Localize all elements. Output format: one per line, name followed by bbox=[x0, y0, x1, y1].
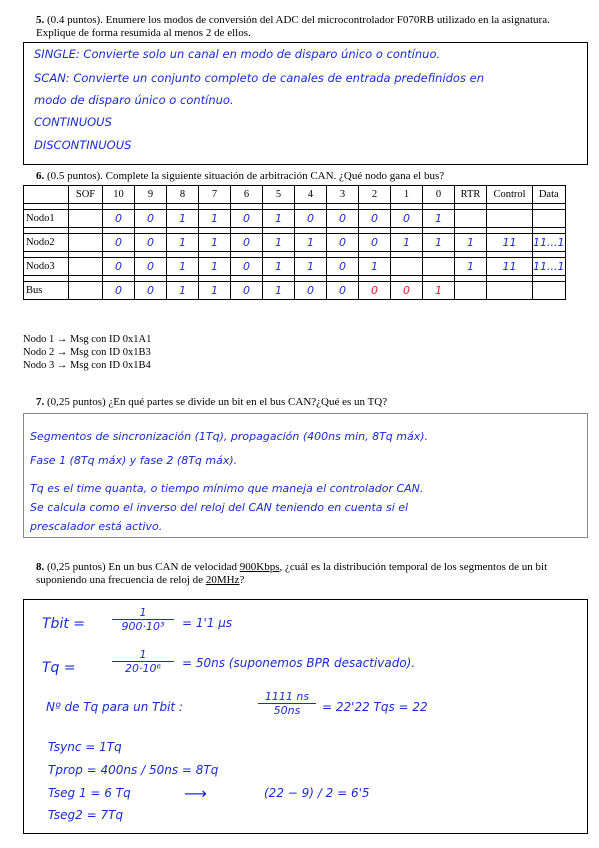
answer-5-line-1: SINGLE: Convierte solo un canal en modo de disparo único o contínuo. bbox=[34, 47, 441, 61]
answer-7-line-4: Se calcula como el inverso del reloj del CAN teniendo en cuenta si el bbox=[30, 501, 409, 514]
question-8-speed: 900Kbps bbox=[239, 561, 280, 573]
bit-cell: 0 bbox=[103, 234, 135, 252]
bit-cell: 0 bbox=[231, 234, 263, 252]
table-header-cell: SOF bbox=[69, 186, 103, 204]
bit-cell: 1 bbox=[199, 258, 231, 276]
bit-cell: 0 bbox=[135, 282, 167, 300]
answer-7-line-2: Fase 1 (8Tq máx) y fase 2 (8Tq máx). bbox=[30, 454, 238, 467]
node-message: Nodo 1 → Msg con ID 0x1A1 bbox=[23, 334, 152, 345]
ntq-label: Nº de Tq para un Tbit : bbox=[46, 700, 183, 714]
tseg2-line: Tseg2 = 7Tq bbox=[48, 808, 124, 822]
question-5-number: 5. bbox=[36, 14, 45, 26]
bit-cell bbox=[487, 210, 533, 228]
question-7-text: (0,25 puntos) ¿En qué partes se divide un bit en el bus CAN?¿Qué es un TQ? bbox=[47, 396, 388, 408]
bit-cell: 1 bbox=[167, 210, 199, 228]
table-row bbox=[24, 258, 566, 276]
answer-7-line-5: prescalador está activo. bbox=[30, 520, 163, 533]
bit-cell: 0 bbox=[135, 210, 167, 228]
table-header-cell: 5 bbox=[263, 186, 295, 204]
table-header-cell: 8 bbox=[167, 186, 199, 204]
bit-cell bbox=[69, 210, 103, 228]
question-8-freq: 20MHz bbox=[205, 574, 240, 586]
bit-cell: 1 bbox=[455, 234, 487, 252]
bit-cell: 0 bbox=[327, 234, 359, 252]
bit-cell: 1 bbox=[423, 234, 455, 252]
bit-cell bbox=[533, 282, 566, 300]
bit-cell: 11...1 bbox=[533, 234, 566, 252]
table-header-cell: 6 bbox=[231, 186, 263, 204]
table-header-row bbox=[24, 186, 566, 204]
bit-cell bbox=[455, 282, 487, 300]
question-6-text: (0.5 puntos). Complete la siguiente situación de arbitración CAN. ¿Qué nodo gana el bus? bbox=[47, 170, 445, 182]
bit-cell: 1 bbox=[295, 258, 327, 276]
bit-cell: 0 bbox=[327, 282, 359, 300]
question-8-text-b: , ¿cuál es la distribución temporal de los segmentos de un bit suponiendo una frecuencia de reloj de bbox=[36, 561, 548, 586]
arrow-icon: ⟶ bbox=[184, 784, 207, 803]
table-header-cell: 2 bbox=[359, 186, 391, 204]
bit-cell: 0 bbox=[295, 210, 327, 228]
answer-box-5 bbox=[23, 42, 588, 165]
can-arbitration-table bbox=[23, 185, 566, 300]
answer-7-line-3: Tq es el time quanta, o tiempo mínimo que maneja el controlador CAN. bbox=[30, 482, 424, 495]
tbit-label: Tbit = bbox=[42, 616, 85, 632]
bit-cell: 0 bbox=[103, 282, 135, 300]
node-message: Nodo 2 → Msg con ID 0x1B3 bbox=[23, 347, 151, 358]
ntq-fraction bbox=[258, 690, 316, 717]
bit-cell: 1 bbox=[167, 282, 199, 300]
answer-5-line-2: SCAN: Convierte un conjunto completo de canales de entrada predefinidos en bbox=[34, 71, 484, 85]
tbit-result: = 1'1 µs bbox=[182, 616, 233, 630]
table-header-cell: 4 bbox=[295, 186, 327, 204]
table-header-cell: 1 bbox=[391, 186, 423, 204]
question-8-text-a: (0,25 puntos) En un bus CAN de velocidad bbox=[47, 561, 240, 573]
bit-cell bbox=[487, 282, 533, 300]
table-header-cell: 7 bbox=[199, 186, 231, 204]
answer-box-8 bbox=[23, 599, 588, 834]
ntq-denominator: 50ns bbox=[258, 703, 316, 717]
bit-cell bbox=[423, 258, 455, 276]
bit-cell: 0 bbox=[295, 282, 327, 300]
bit-cell: 1 bbox=[295, 234, 327, 252]
tseg1-calc: (22 − 9) / 2 = 6'5 bbox=[264, 786, 370, 800]
question-5-text: (0.4 puntos). Enumere los modos de conversión del ADC del microcontrolador F070RB utilizado en la asignatura. Explique de forma resumida al menos 2 de ellos. bbox=[36, 14, 550, 39]
node-message: Nodo 3 → Msg con ID 0x1B4 bbox=[23, 360, 151, 371]
tq-numerator: 1 bbox=[139, 648, 147, 661]
bit-cell: 1 bbox=[423, 282, 455, 300]
table-header-cell: 9 bbox=[135, 186, 167, 204]
bit-cell bbox=[391, 258, 423, 276]
table-header-cell: 0 bbox=[423, 186, 455, 204]
answer-5-line-4: CONTINUOUS bbox=[34, 115, 112, 129]
table-header-cell: 3 bbox=[327, 186, 359, 204]
ntq-numerator: 1111 ns bbox=[264, 690, 310, 703]
bit-cell: 1 bbox=[359, 258, 391, 276]
table-header-cell: Data bbox=[533, 186, 566, 204]
bit-cell: 1 bbox=[455, 258, 487, 276]
bit-cell: 0 bbox=[231, 282, 263, 300]
bit-cell: 0 bbox=[103, 258, 135, 276]
tseg1-line: Tseg 1 = 6 Tq bbox=[48, 786, 131, 800]
question-7 bbox=[36, 396, 581, 409]
tbit-denominator: 900·10³ bbox=[112, 619, 174, 633]
table-row bbox=[24, 282, 566, 300]
bit-cell: 1 bbox=[199, 210, 231, 228]
bit-cell: 11 bbox=[487, 234, 533, 252]
bit-cell bbox=[533, 210, 566, 228]
bit-cell: 0 bbox=[327, 258, 359, 276]
question-6-number: 6. bbox=[36, 170, 45, 182]
table-header-cell: 10 bbox=[103, 186, 135, 204]
tprop-line: Tprop = 400ns / 50ns = 8Tq bbox=[48, 763, 219, 777]
tsync-line: Tsync = 1Tq bbox=[48, 740, 122, 754]
node-messages bbox=[23, 333, 151, 372]
table-row bbox=[24, 210, 566, 228]
bit-cell: 0 bbox=[231, 210, 263, 228]
tbit-fraction bbox=[112, 606, 174, 633]
bit-cell: 0 bbox=[231, 258, 263, 276]
bit-cell: 11...1 bbox=[533, 258, 566, 276]
row-label: Nodo3 bbox=[24, 258, 69, 276]
tq-fraction bbox=[112, 648, 174, 675]
tq-denominator: 20·10⁶ bbox=[112, 661, 174, 675]
bit-cell: 1 bbox=[263, 258, 295, 276]
bit-cell: 1 bbox=[263, 210, 295, 228]
row-label: Bus bbox=[24, 282, 69, 300]
bit-cell: 0 bbox=[391, 210, 423, 228]
ntq-result: = 22'22 Tqs = 22 bbox=[322, 700, 428, 714]
bit-cell: 0 bbox=[359, 282, 391, 300]
question-8-number: 8. bbox=[36, 561, 45, 573]
table-header-cell: RTR bbox=[455, 186, 487, 204]
question-5 bbox=[36, 14, 581, 40]
tq-result: = 50ns (suponemos BPR desactivado). bbox=[182, 656, 416, 670]
bit-cell bbox=[69, 258, 103, 276]
answer-5-line-5: DISCONTINUOUS bbox=[34, 138, 132, 152]
bit-cell: 0 bbox=[359, 234, 391, 252]
question-6 bbox=[36, 170, 581, 183]
row-label: Nodo1 bbox=[24, 210, 69, 228]
question-8-text-c: ? bbox=[239, 574, 245, 586]
row-label: Nodo2 bbox=[24, 234, 69, 252]
bit-cell: 0 bbox=[135, 258, 167, 276]
bit-cell: 1 bbox=[263, 234, 295, 252]
bit-cell: 1 bbox=[167, 234, 199, 252]
tbit-numerator: 1 bbox=[139, 606, 147, 619]
bit-cell bbox=[69, 234, 103, 252]
bit-cell: 1 bbox=[391, 234, 423, 252]
answer-7-line-1: Segmentos de sincronización (1Tq), propagación (400ns min, 8Tq máx). bbox=[30, 430, 429, 443]
bit-cell: 0 bbox=[359, 210, 391, 228]
question-8 bbox=[36, 561, 586, 587]
answer-box-7 bbox=[23, 413, 588, 538]
bit-cell: 1 bbox=[199, 234, 231, 252]
table-header-cell: Control bbox=[487, 186, 533, 204]
bit-cell: 1 bbox=[167, 258, 199, 276]
bit-cell bbox=[455, 210, 487, 228]
answer-5-line-3: modo de disparo único o contínuo. bbox=[34, 93, 234, 107]
table-row bbox=[24, 234, 566, 252]
question-7-number: 7. bbox=[36, 396, 45, 408]
tq-label: Tq = bbox=[42, 660, 76, 676]
bit-cell: 11 bbox=[487, 258, 533, 276]
bit-cell: 0 bbox=[391, 282, 423, 300]
bit-cell: 1 bbox=[423, 210, 455, 228]
table-header-cell bbox=[24, 186, 69, 204]
bit-cell: 1 bbox=[199, 282, 231, 300]
bit-cell: 0 bbox=[327, 210, 359, 228]
bit-cell bbox=[69, 282, 103, 300]
bit-cell: 0 bbox=[103, 210, 135, 228]
bit-cell: 1 bbox=[263, 282, 295, 300]
bit-cell: 0 bbox=[135, 234, 167, 252]
